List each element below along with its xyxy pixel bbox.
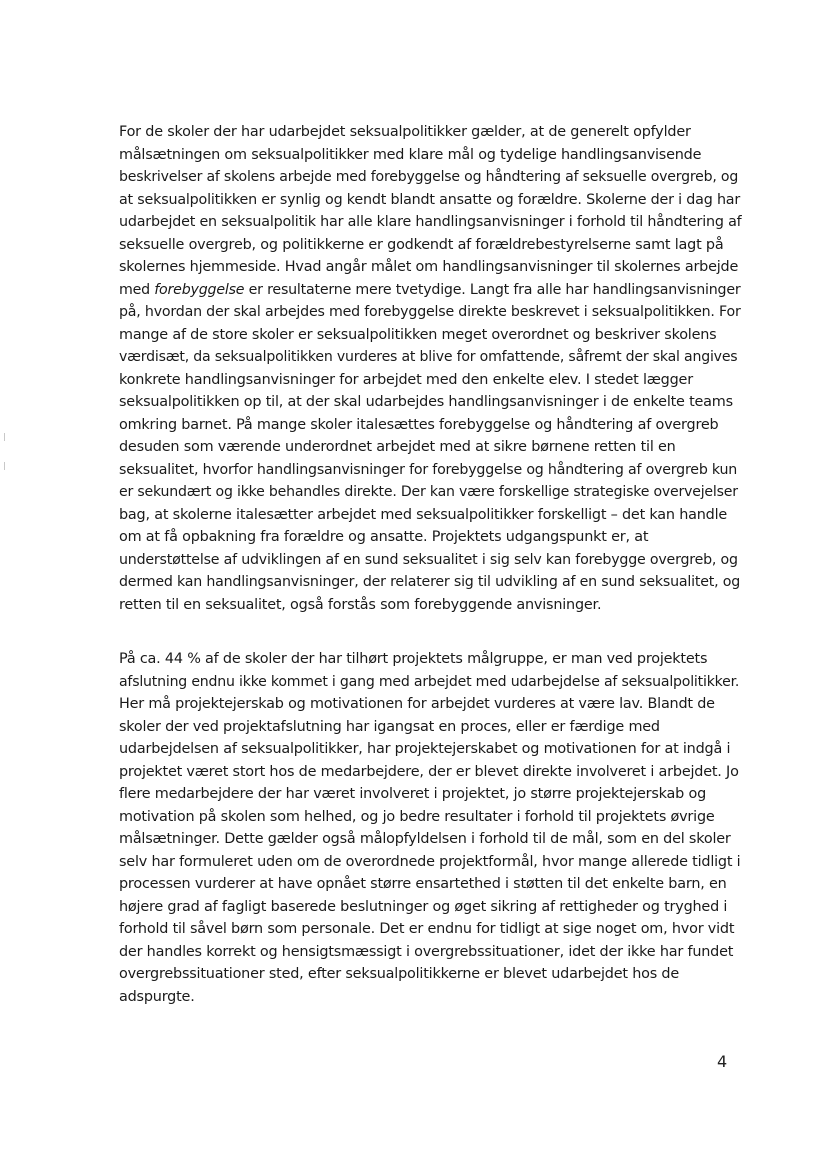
text-line: flere medarbejdere der har været involveret i projektet, jo større projektejerskab og — [119, 786, 707, 802]
text-line: Her må projektejerskab og motivationen for arbejdet vurderes at være lav. Blandt de — [119, 696, 715, 712]
text-line: retten til en seksualitet, også forstås som forebyggende anvisninger. — [119, 596, 602, 613]
text-line: projektet været stort hos de medarbejdere, der er blevet direkte involveret i arbejdet. Jo — [119, 763, 739, 780]
text-line: at seksualpolitikken er synlig og kendt blandt ansatte og forældre. Skolerne der i dag har — [119, 191, 741, 208]
text-line: dermed kan handlingsanvisninger, der relaterer sig til udvikling af en sund seksualitet, og — [119, 574, 740, 590]
text-line: processen vurderer at have opnået større ensartethed i støtten til det enkelte barn, en — [119, 876, 727, 892]
text-line: konkrete handlingsanvisninger for arbejdet med den enkelte elev. I stedet lægger — [119, 371, 693, 388]
text-line: selv har formuleret uden om de overordnede projektformål, hvor mange allerede tidligt i — [119, 853, 741, 870]
text-line: højere grad af fagligt baserede beslutninger og øget sikring af rettigheder og tryghed i — [119, 898, 728, 915]
text-line: adspurgte. — [119, 988, 195, 1005]
text-line: udarbejdelsen af seksualpolitikker, har projektejerskabet og motivationen for at indgå i — [119, 741, 731, 757]
text-line: For de skoler der har udarbejdet seksualpolitikker gælder, at de generelt opfylder — [119, 124, 691, 140]
text-line: beskrivelser af skolens arbejde med forebyggelse og håndtering af seksuelle overgreb, og — [119, 169, 739, 185]
text-line: skoler der ved projektafslutning har igangsat en proces, eller er færdige med — [119, 718, 660, 735]
text-segment: med — [119, 281, 155, 298]
text-line: omkring barnet. På mange skoler italesættes forebyggelse og håndtering af overgreb — [119, 416, 719, 433]
text-line: seksuelle overgreb, og politikkerne er godkendt af forældrebestyrelserne samt lagt på — [119, 236, 724, 253]
text-line-with-emphasis — [119, 279, 739, 302]
text-line: seksualitet, hvorfor handlingsanvisninger for forebyggelse og håndtering af overgreb kun — [119, 461, 738, 478]
margin-mark — [4, 462, 5, 470]
text-line: der handles korrekt og hensigtsmæssigt i overgrebssituationer, idet der ikke har fundet — [119, 943, 734, 960]
text-line: desuden som værende underordnet arbejdet med at sikre børnene retten til en — [119, 439, 676, 455]
text-line: målsætningen om seksualpolitikker med klare mål og tydelige handlingsanvisende — [119, 146, 702, 163]
text-line: skolernes hjemmeside. Hvad angår målet om handlingsanvisninger til skolernes arbejde — [119, 259, 739, 275]
text-line: om at få opbakning fra forældre og ansatte. Projektets udgangspunkt er, at — [119, 529, 649, 545]
paragraph-2 — [119, 648, 739, 1008]
text-line: overgrebssituationer sted, efter seksualpolitikkerne er blevet udarbejdet hos de — [119, 966, 679, 982]
text-line: udarbejdet en seksualpolitik har alle klare handlingsanvisninger i forhold til håndtering af — [119, 214, 742, 230]
text-line: på, hvordan der skal arbejdes med forebyggelse direkte beskrevet i seksualpolitikken. For — [119, 304, 741, 320]
text-line: motivation på skolen som helhed, og jo bedre resultater i forhold til projektets øvrige — [119, 808, 715, 825]
text-line: målsætninger. Dette gælder også målopfyldelsen i forhold til de mål, som en del skoler — [119, 831, 731, 847]
text-line: afslutning endnu ikke kommet i gang med arbejdet med udarbejdelse af seksualpolitikker. — [119, 673, 740, 690]
text-line: seksualpolitikken op til, at der skal udarbejdes handlingsanvisninger i de enkelte teams — [119, 394, 733, 410]
text-line: mange af de store skoler er seksualpolitikken meget overordnet og beskriver skolens — [119, 326, 717, 343]
page-number: 4 — [717, 1052, 728, 1071]
text-line: På ca. 44 % af de skoler der har tilhørt projektets målgruppe, er man ved projektets — [119, 651, 708, 667]
text-segment: er resultaterne mere tvetydige. Langt fra alle har handlingsanvisninger — [244, 281, 741, 298]
paragraph-1 — [119, 121, 742, 616]
emphasis-text: forebyggelse — [154, 281, 245, 298]
text-line: understøttelse af udviklingen af en sund seksualitet i sig selv kan forebygge overgreb, og — [119, 551, 738, 568]
text-line: forhold til såvel børn som personale. Det er endnu for tidligt at sige noget om, hvor vidt — [119, 921, 735, 937]
text-line: værdisæt, da seksualpolitikken vurderes at blive for omfattende, såfremt der skal angives — [119, 349, 738, 365]
text-line: er sekundært og ikke behandles direkte. Der kan være forskellige strategiske overvejelser — [119, 484, 738, 500]
text-line: bag, at skolerne italesætter arbejdet med seksualpolitikker forskelligt – det kan handle — [119, 506, 728, 523]
margin-mark — [4, 433, 5, 441]
